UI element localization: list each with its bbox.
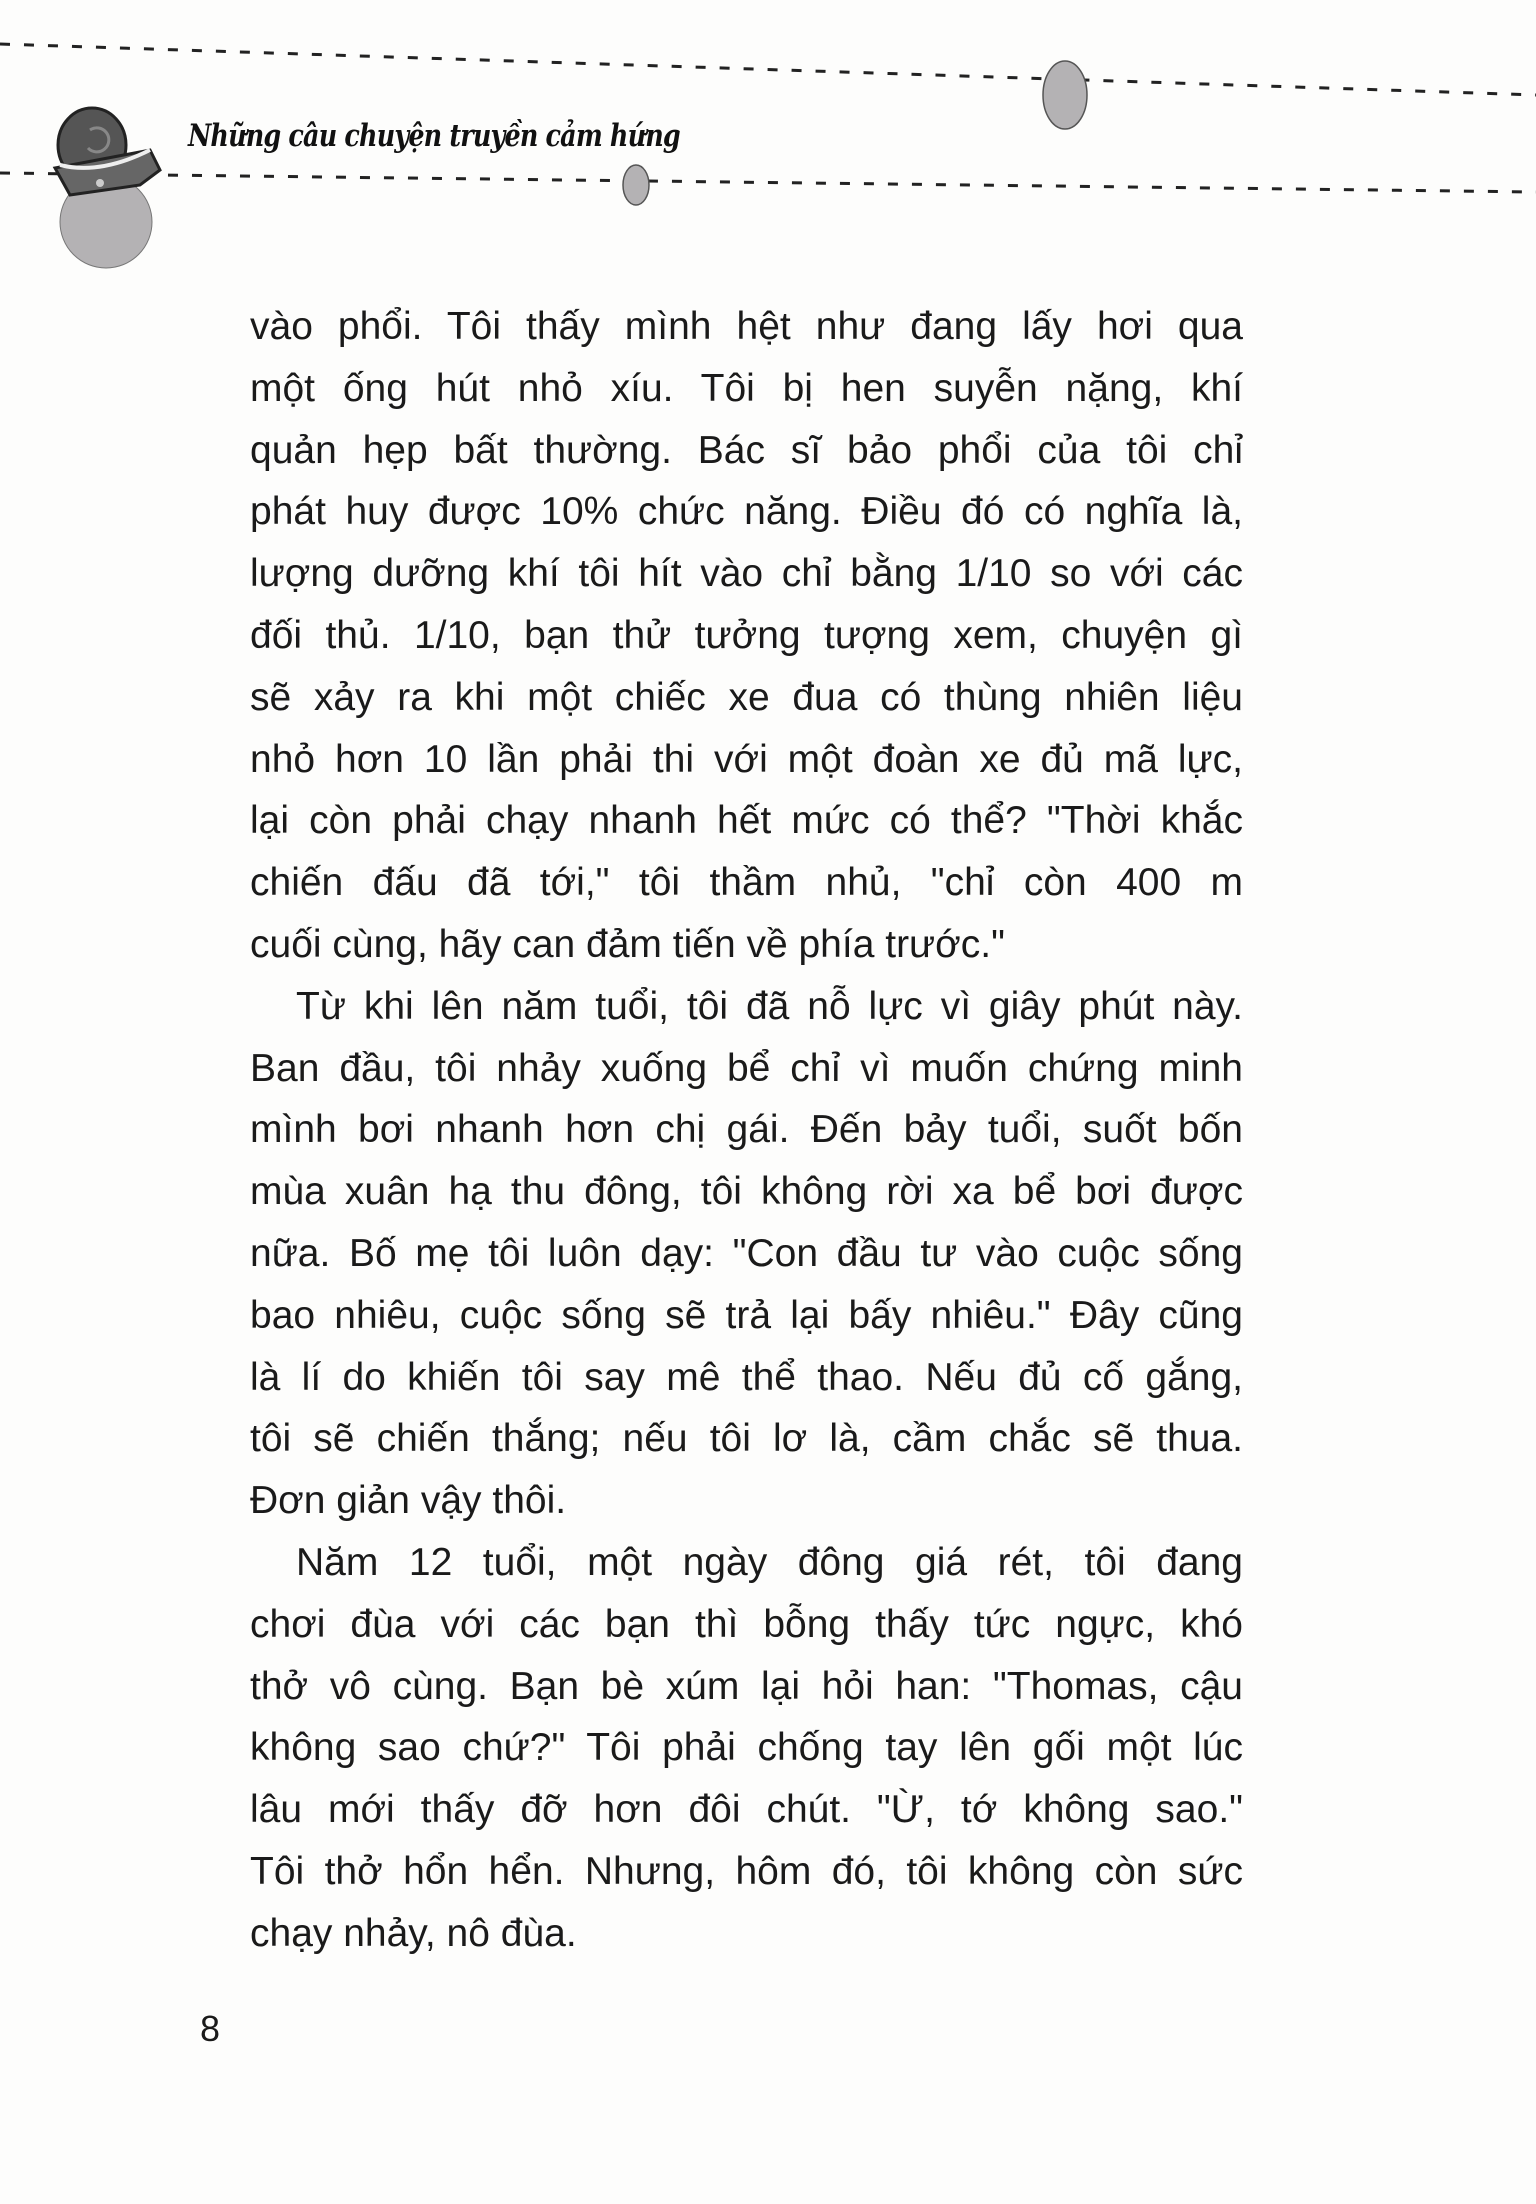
text-line: đối thủ. 1/10, bạn thử tưởng tượng xem, chuyện gì bbox=[250, 613, 1243, 657]
text-line: Từ khi lên năm tuổi, tôi đã nỗ lực vì giây phút này. bbox=[296, 984, 1243, 1028]
running-header-title: Những câu chuyện truyền cảm hứng bbox=[188, 118, 680, 154]
text-line: bao nhiêu, cuộc sống sẽ trả lại bấy nhiêu." Đây cũng bbox=[250, 1293, 1243, 1337]
text-line: không sao chứ?" Tôi phải chống tay lên gối một lúc bbox=[250, 1726, 1243, 1770]
body-text bbox=[250, 296, 1243, 1965]
circle-dot-large bbox=[1043, 61, 1087, 129]
text-line: lâu mới thấy đỡ hơn đôi chút. "Ừ, tớ không sao." bbox=[250, 1788, 1243, 1832]
text-line: mình bơi nhanh hơn chị gái. Đến bảy tuổi, suốt bốn bbox=[250, 1108, 1243, 1152]
paragraph bbox=[250, 1532, 1243, 1965]
text-line: thở vô cùng. Bạn bè xúm lại hỏi han: "Thomas, cậu bbox=[250, 1664, 1243, 1708]
text-line: Đơn giản vậy thôi. bbox=[250, 1479, 567, 1523]
text-line: vào phổi. Tôi thấy mình hệt như đang lấy hơi qua bbox=[250, 305, 1243, 348]
snail-icon bbox=[55, 108, 160, 195]
text-line: mùa xuân hạ thu đông, tôi không rời xa bể bơi được bbox=[250, 1170, 1243, 1214]
text-line: một ống hút nhỏ xíu. Tôi bị hen suyễn nặng, khí bbox=[250, 366, 1243, 410]
page-number: 8 bbox=[200, 2008, 221, 2049]
text-line: chơi đùa với các bạn thì bỗng thấy tức ngực, khó bbox=[250, 1602, 1243, 1646]
text-line: quản hẹp bất thường. Bác sĩ bảo phổi của tôi chỉ bbox=[250, 428, 1243, 472]
text-line: chạy nhảy, nô đùa. bbox=[250, 1911, 577, 1955]
text-line: Tôi thở hổn hển. Nhưng, hôm đó, tôi không còn sức bbox=[250, 1849, 1243, 1893]
text-line: nhỏ hơn 10 lần phải thi với một đoàn xe đủ mã lực, bbox=[250, 737, 1243, 781]
text-line: lượng dưỡng khí tôi hít vào chỉ bằng 1/10 so với các bbox=[250, 552, 1243, 596]
text-line: tôi sẽ chiến thắng; nếu tôi lơ là, cầm chắc sẽ thua. bbox=[250, 1417, 1243, 1461]
text-line: sẽ xảy ra khi một chiếc xe đua có thùng nhiên liệu bbox=[250, 675, 1243, 719]
text-line: phát huy được 10% chức năng. Điều đó có nghĩa là, bbox=[250, 490, 1243, 534]
text-line: là lí do khiến tôi say mê thể thao. Nếu đủ cố gắng, bbox=[250, 1355, 1243, 1399]
text-line: Ban đầu, tôi nhảy xuống bể chỉ vì muốn chứng minh bbox=[250, 1046, 1243, 1090]
circle-dot-small bbox=[623, 165, 649, 205]
text-line: lại còn phải chạy nhanh hết mức có thể? "Thời khắc bbox=[250, 799, 1243, 843]
paragraph bbox=[250, 296, 1243, 976]
paragraph bbox=[250, 976, 1243, 1532]
dashed-line-bottom bbox=[0, 173, 1536, 192]
text-line: nữa. Bố mẹ tôi luôn dạy: "Con đầu tư vào cuộc sống bbox=[250, 1231, 1243, 1275]
text-line: Năm 12 tuổi, một ngày đông giá rét, tôi đang bbox=[296, 1540, 1243, 1584]
text-line: cuối cùng, hãy can đảm tiến về phía trước." bbox=[250, 922, 1005, 966]
text-line: chiến đấu đã tới," tôi thầm nhủ, "chỉ còn 400 m bbox=[250, 861, 1243, 905]
dashed-line-top bbox=[0, 44, 1536, 95]
